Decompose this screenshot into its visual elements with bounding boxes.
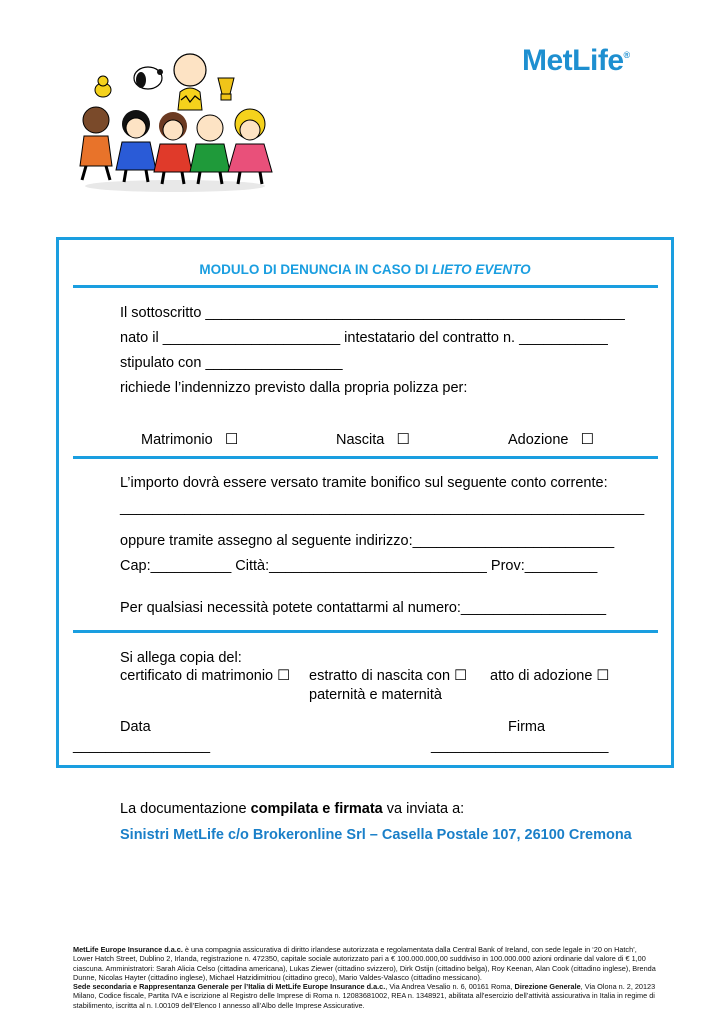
lucy-figure xyxy=(116,110,156,182)
divider xyxy=(73,456,658,459)
linus-figure xyxy=(190,115,230,184)
attach-nascita-2: paternità e maternità xyxy=(309,687,442,703)
birth-contract-line: nato il ______________________ intestatario del contratto n. ___________ xyxy=(120,330,608,346)
checkbox-adozione[interactable]: ☐ xyxy=(580,431,595,448)
stipulated-line: stipulato con _________________ xyxy=(120,355,343,371)
signature-line: ______________________ xyxy=(431,738,609,754)
checkbox-nascita[interactable]: ☐ xyxy=(396,431,410,448)
form-title: MODULO DI DENUNCIA IN CASO DI LIETO EVENTO xyxy=(199,262,531,277)
divider xyxy=(73,285,658,288)
divider xyxy=(73,630,658,633)
phone-line: Per qualsiasi necessità potete contattarmi al numero:__________________ xyxy=(120,600,607,616)
date-line: _________________ xyxy=(73,738,211,754)
attach-title: Si allega copia del: xyxy=(120,650,242,666)
send-address: Sinistri MetLife c/o Brokeronline Srl – Casella Postale 107, 26100 Cremona xyxy=(120,827,632,843)
option-matrimonio[interactable]: Matrimonio ☐ xyxy=(141,431,239,448)
name-line: Il sottoscritto ____________________________________________________ xyxy=(120,305,625,321)
attach-matrimonio: certificato di matrimonio ☐ xyxy=(120,668,291,684)
iban-label: L’importo dovrà essere versato tramite bonifico sul seguente conto corrente: xyxy=(120,475,608,491)
send-instructions: La documentazione compilata e firmata va inviata a: xyxy=(120,801,465,817)
option-adozione[interactable]: Adozione ☐ xyxy=(508,431,595,448)
legal-footer: MetLife Europe Insurance d.a.c. è una compagnia assicurativa di diritto irlandese autorizzata e regolamentata dalla Central Bank of Ireland, con sede legale in ‘20 on Hatch’, Lower Hatch Street, Dublino 2, Irlanda, registrazione n. 472350, capitale sociale autorizzato pari a € 100.000.000,00 suddiviso in 100.000.000 azioni ordinarie dal valore di € 1,00 ciascuna. Amministratori: Sarah Alicia Celso (cittadina americana), Lukas Ziewer (cittadino svizzero), Dirk Ostijn (cittadino belga), Roy Keenan, Alan Cook (cittadino inglese), Brenda Dunne, Nicolas Hayter (cittadino inglese), Michael Hatzidimitriou (cittadino greco), Mario Valdes-Valasco (cittadino messicano). Sede secondaria e Rappresentanza Generale per l’Italia di MetLife Europe Insurance d.a.c., Via Andrea Vesalio n. 6, 00161 Roma, Direzione Generale, Via Olona n. 2, 20123 Milano, Codice fiscale, Partita IVA e iscrizione al Registro delle Imprese di Roma n. 12083681002, REA n. 1348921, abilitata all’esercizio dell’attività assicurativa in Italia in regime di stabilimento, iscritta al n. I.00109 dell’Elenco I annesso all’Albo delle Imprese Assicurative. xyxy=(73,945,656,1010)
attach-nascita: estratto di nascita con ☐ xyxy=(309,668,468,684)
snoopy-figure xyxy=(134,67,163,89)
attach-adozione: atto di adozione ☐ xyxy=(490,668,610,684)
signature-label: Firma xyxy=(508,719,546,735)
iban-line: _________________________________________________________________ xyxy=(120,500,645,516)
patty-figure xyxy=(154,112,192,184)
cheque-line: oppure tramite assegno al seguente indirizzo:_________________________ xyxy=(120,533,615,549)
sally-figure xyxy=(228,109,272,184)
trophy-figure xyxy=(218,78,234,100)
date-label: Data xyxy=(120,719,151,735)
woodstock-figure xyxy=(95,76,111,97)
charlie-brown-figure xyxy=(174,54,206,110)
address-line: Cap:__________ Città:___________________________ Prov:_________ xyxy=(120,558,598,574)
option-nascita[interactable]: Nascita ☐ xyxy=(336,431,410,448)
peanuts-illustration xyxy=(68,48,283,196)
metlife-logo: MetLife® xyxy=(522,44,630,77)
request-line: richiede l’indennizzo previsto dalla propria polizza per: xyxy=(120,380,468,396)
franklin-figure xyxy=(80,107,112,180)
checkbox-matrimonio[interactable]: ☐ xyxy=(224,431,239,448)
